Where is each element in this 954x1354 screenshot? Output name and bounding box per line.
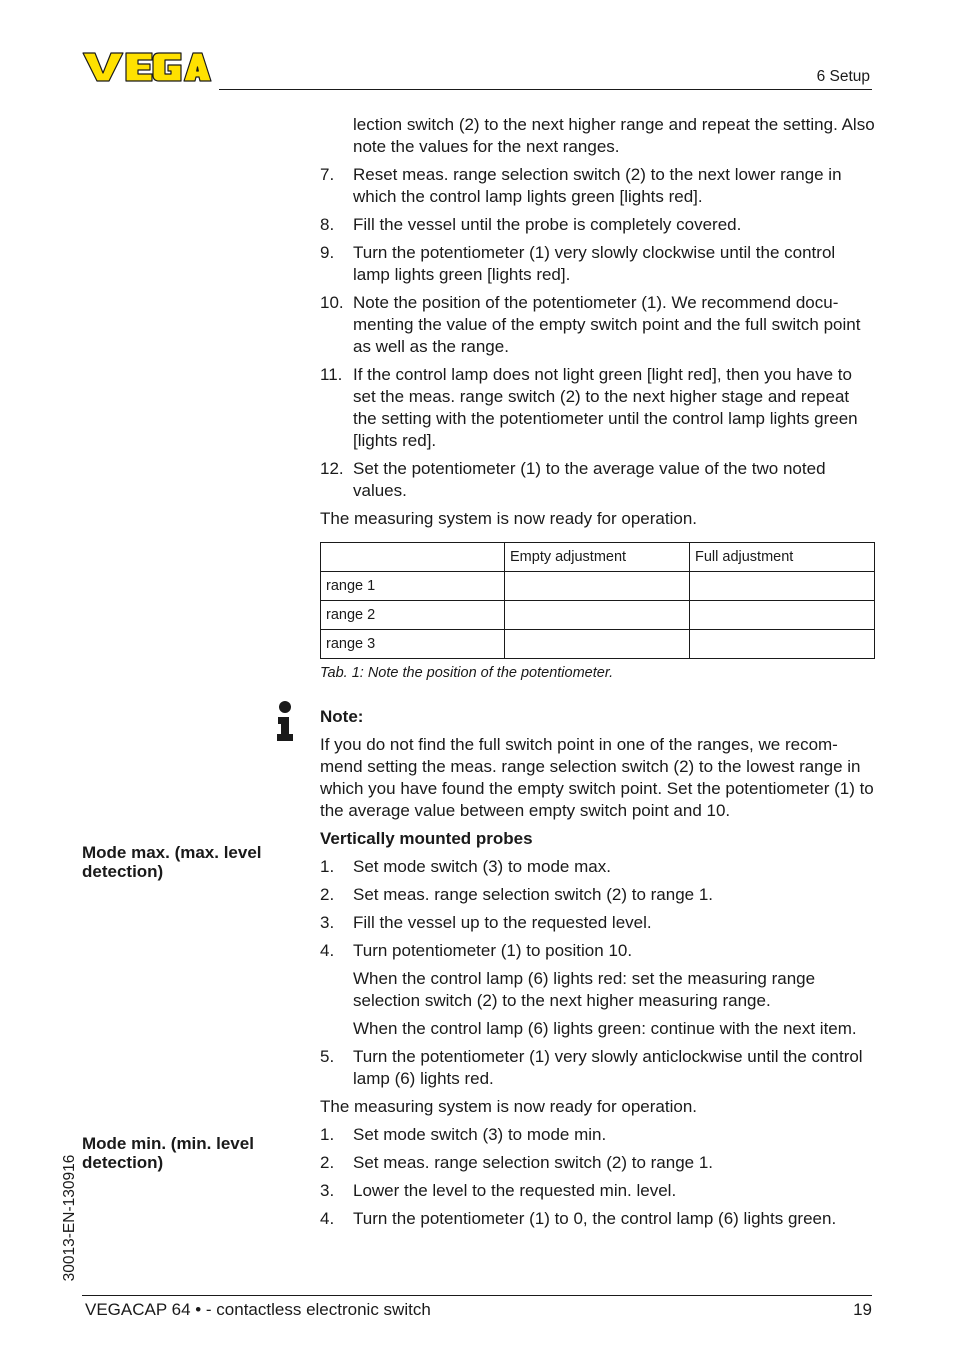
svg-text:VEGA: VEGA [82,50,85,51]
step-text: Lower the level to the requested min. level. [353,1181,677,1200]
step-number: 3. [320,913,335,932]
table-cell [690,572,875,601]
step-number: 7. [320,165,335,184]
step-number: 4. [320,1209,335,1228]
table-row [321,630,875,659]
table-cell: range 2 [321,601,505,630]
step-text: Turn the potentiometer (1) very slowly anticlockwise until the control lamp (6) lights red. [353,1047,863,1088]
table-caption: Tab. 1: Note the position of the potentiometer. [320,665,614,681]
step-text: Turn potentiometer (1) to position 10. [353,941,633,960]
mode-min-label: Mode min. (min. level detection) [82,1134,254,1172]
steps-list-a [320,164,876,502]
step-text: Set mode switch (3) to mode min. [353,1125,607,1144]
step-text: Fill the vessel up to the requested level. [353,913,652,932]
list-item [320,214,876,236]
list-item [320,856,876,878]
table-row [321,572,875,601]
mode-max-label: Mode max. (max. level detection) [82,843,262,881]
footer-rule [82,1295,872,1296]
step-text: Turn the potentiometer (1) to 0, the control lamp (6) lights green. [353,1209,837,1228]
list-item [320,912,876,934]
table-cell [505,601,690,630]
step-text: Set meas. range selection switch (2) to range 1. [353,1153,714,1172]
list-item [320,458,876,502]
step-number: 12. [320,459,344,478]
step-text: Set the potentiometer (1) to the average value of the two noted values. [353,459,826,500]
note-block [320,706,876,822]
list-item [320,1152,876,1174]
list-item [320,1046,876,1090]
step-number: 2. [320,1153,335,1172]
potentiometer-table [320,542,875,659]
step-number: 11. [320,365,343,384]
step-text: Note the position of the potentiometer (1). We recommend docu-menting the value of the empty switch point and the full switch point as well as the range. [353,293,861,356]
table-row [321,601,875,630]
list-item [320,242,876,286]
step-number: 4. [320,941,335,960]
page-number: 19 [853,1300,872,1319]
table-header-row [321,543,875,572]
main-content [320,114,876,1236]
note-text: If you do not find the full switch point in one of the ranges, we recom-mend setting the meas. range selection switch (2) to the lowest range in which you have found the empty switch point. Set the potentiometer (1) to the average value between empty switch point and 10. [320,735,874,820]
step-number: 5. [320,1047,335,1066]
table-cell [505,630,690,659]
step-text: Set mode switch (3) to mode max. [353,857,611,876]
step-continuation: lection switch (2) to the next higher range and repeat the setting. Also note the values for the next ranges. [353,115,875,156]
step-number: 10. [320,293,344,312]
header-rule [219,89,872,90]
table-cell: range 1 [321,572,505,601]
step-text: Reset meas. range selection switch (2) to the next lower range in which the control lamp lights green [lights red]. [353,165,842,206]
steps-list-min [320,1124,876,1230]
step-text: Turn the potentiometer (1) very slowly clockwise until the control lamp lights green [lights red]. [353,243,836,284]
table-cell [690,601,875,630]
step-number: 8. [320,215,335,234]
table-header-cell: Full adjustment [690,543,875,572]
vega-logo [82,50,212,84]
list-item [320,1208,876,1230]
steps-list-max [320,856,876,1090]
step-number: 1. [320,1125,335,1144]
list-item [320,1180,876,1202]
table-header-cell: Empty adjustment [505,543,690,572]
step-text: Fill the vessel until the probe is completely covered. [353,215,742,234]
step-number: 3. [320,1181,335,1200]
table-cell: range 3 [321,630,505,659]
table-cell [690,630,875,659]
table-header-cell [321,543,505,572]
section-heading: Vertically mounted probes [320,829,533,848]
step-text: Set meas. range selection switch (2) to range 1. [353,885,714,904]
ready-text: The measuring system is now ready for operation. [320,1097,698,1116]
section-header: 6 Setup [816,68,870,85]
step-number: 1. [320,857,335,876]
step-text: If the control lamp does not light green [light red], then you have to set the meas. range switch (2) to the next higher stage and repeat the setting with the potentiometer until the control lamp lights green [lights red]. [353,365,858,450]
info-icon [275,700,295,742]
list-item [320,884,876,906]
list-item [320,1124,876,1146]
ready-text: The measuring system is now ready for operation. [320,509,698,528]
list-item [320,364,876,452]
list-item [320,164,876,208]
step-number: 2. [320,885,335,904]
list-item [320,940,876,1040]
note-title: Note: [320,707,364,726]
footer-title: VEGACAP 64 • - contactless electronic switch [85,1300,431,1319]
list-item [320,292,876,358]
step-number: 9. [320,243,335,262]
table-cell [505,572,690,601]
step-subtext: When the control lamp (6) lights green: continue with the next item. [353,1019,857,1038]
document-code: 30013-EN-130916 [61,1154,78,1282]
step-subtext: When the control lamp (6) lights red: set the measuring range selection switch (2) to the next higher measuring range. [353,969,816,1010]
